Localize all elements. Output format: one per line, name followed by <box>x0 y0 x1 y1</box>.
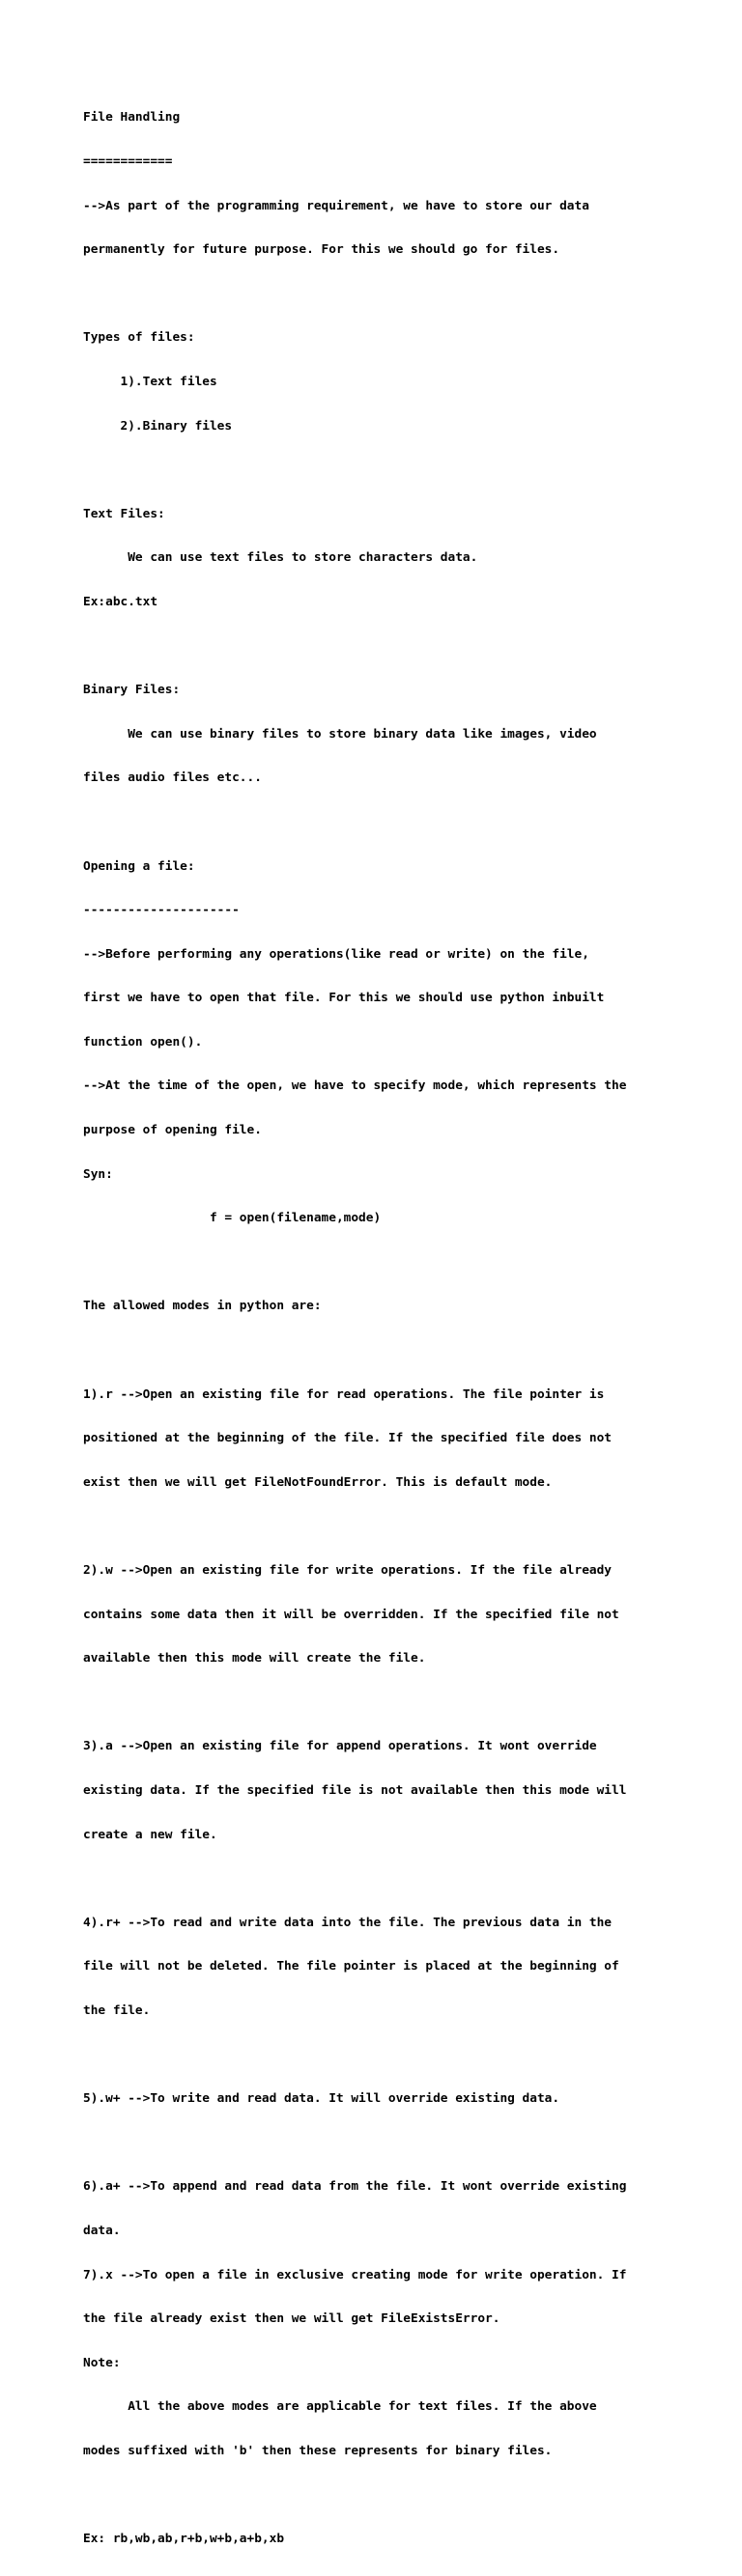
text-line: create a new file. <box>83 1827 217 1842</box>
mode-item: 3).a -->Open an existing file for append operations. It wont override <box>83 1739 597 1754</box>
text-line: permanently for future purpose. For this we should go for files. <box>83 242 560 258</box>
text-line: All the above modes are applicable for text files. If the above <box>83 2399 597 2415</box>
mode-item: 6).a+ -->To append and read data from the file. It wont override existing <box>83 2179 627 2195</box>
mode-item: 5).w+ -->To write and read data. It will override existing data. <box>83 2091 560 2107</box>
blank-line <box>83 462 701 477</box>
text-line: available then this mode will create the file. <box>83 1651 426 1666</box>
section-heading: Text Files: <box>83 506 165 521</box>
text-line: existing data. If the specified file is not available then this mode will <box>83 1782 627 1798</box>
section-heading: Opening a file: <box>83 858 195 874</box>
blank-line <box>83 639 701 654</box>
blank-line <box>83 2048 701 2062</box>
text-line: We can use text files to store characters data. <box>83 550 478 566</box>
text-line: Ex:abc.txt <box>83 594 158 609</box>
section-heading: Types of files: <box>83 330 195 346</box>
blank-line <box>83 287 701 301</box>
blank-line <box>83 2487 701 2502</box>
text-line: the file already exist then we will get FileExistsError. <box>83 2311 500 2327</box>
blank-line <box>83 1255 701 1270</box>
text-line: function open(). <box>83 1034 203 1050</box>
list-item: 1).Text files <box>83 374 217 389</box>
list-item: 2).Binary files <box>83 418 233 434</box>
syntax-label: Syn: <box>83 1166 113 1182</box>
text-line: modes suffixed with 'b' then these represents for binary files. <box>83 2443 553 2458</box>
text-line: positioned at the beginning of the file. If the specified file does not <box>83 1431 613 1446</box>
doc-title: File Handling <box>83 110 181 126</box>
text-line: We can use binary files to store binary data like images, video <box>83 726 597 742</box>
text-line: files audio files etc... <box>83 770 262 786</box>
blank-line <box>83 1519 701 1533</box>
blank-line <box>83 2136 701 2150</box>
section-heading: The allowed modes in python are: <box>83 1299 322 1314</box>
text-line: exist then we will get FileNotFoundError. This is default mode. <box>83 1474 553 1490</box>
blank-line <box>83 1695 701 1710</box>
mode-item: 2).w -->Open an existing file for write operations. If the file already <box>83 1563 613 1578</box>
text-line: contains some data then it will be overridden. If the specified file not <box>83 1607 619 1622</box>
mode-item: 1).r -->Open an existing file for read operations. The file pointer is <box>83 1386 605 1402</box>
document-text <box>83 81 701 2576</box>
title-underline: ============ <box>83 154 173 169</box>
mode-item: 7).x -->To open a file in exclusive creating mode for write operation. If <box>83 2267 627 2282</box>
text-line: first we have to open that file. For this we should use python inbuilt <box>83 991 605 1006</box>
example-line: Ex: rb,wb,ab,r+b,w+b,a+b,xb <box>83 2532 285 2547</box>
section-heading: Binary Files: <box>83 683 181 698</box>
text-line: purpose of opening file. <box>83 1123 262 1138</box>
code-line: f = open(filename,mode) <box>83 1211 382 1226</box>
heading-underline: --------------------- <box>83 903 240 918</box>
text-line: -->At the time of the open, we have to specify mode, which represents the <box>83 1078 627 1094</box>
blank-line <box>83 815 701 829</box>
text-line: file will not be deleted. The file pointer is placed at the beginning of <box>83 1959 619 1974</box>
text-line: the file. <box>83 2002 151 2018</box>
mode-item: 4).r+ -->To read and write data into the file. The previous data in the <box>83 1915 613 1930</box>
text-line: -->Before performing any operations(like read or write) on the file, <box>83 946 589 962</box>
blank-line <box>83 1343 701 1358</box>
text-line: data. <box>83 2223 121 2238</box>
note-label: Note: <box>83 2355 121 2370</box>
text-line: -->As part of the programming requirement, we have to store our data <box>83 198 589 213</box>
blank-line <box>83 1871 701 1886</box>
